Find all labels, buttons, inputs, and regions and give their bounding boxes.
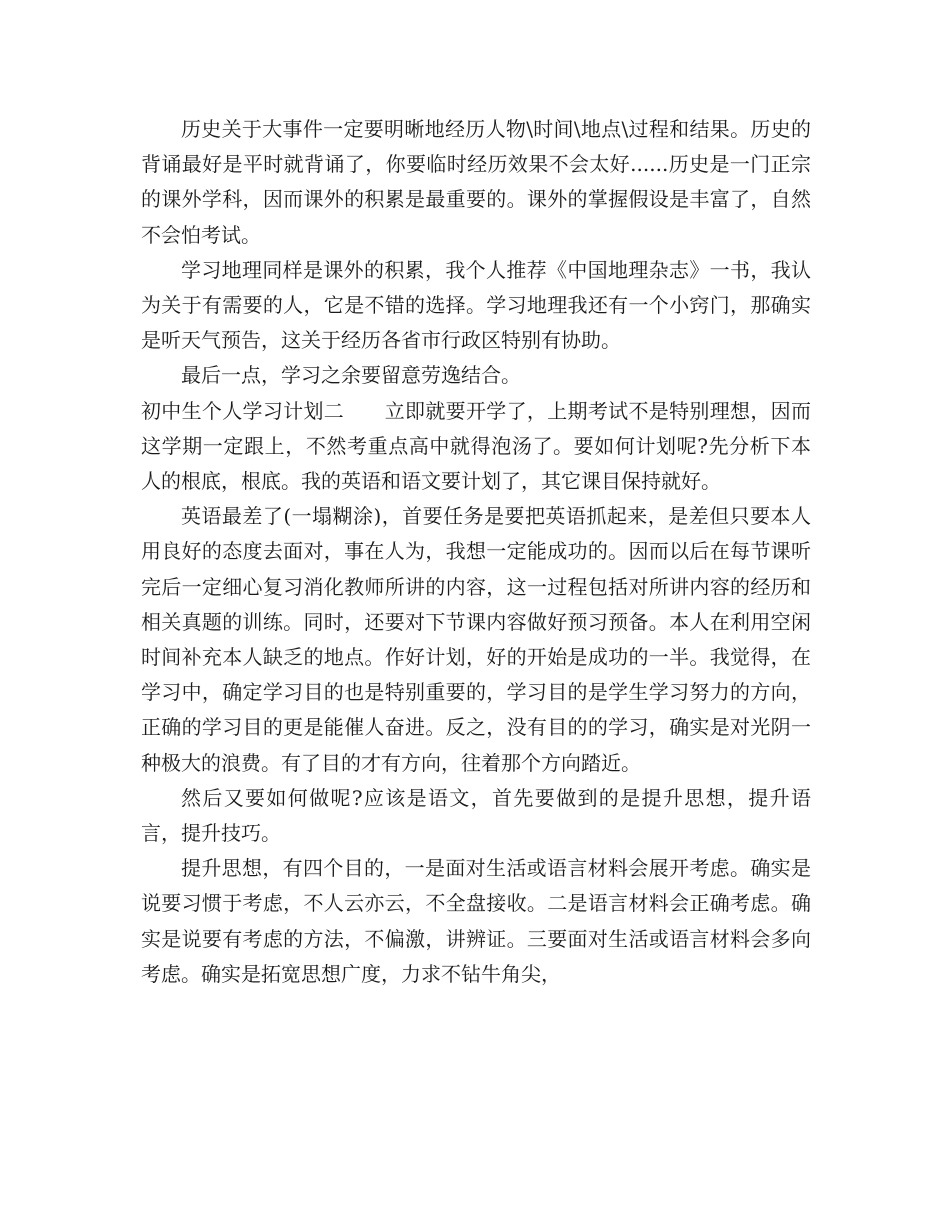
paragraph-chinese: 然后又要如何做呢?应该是语文，首先要做到的是提升思想，提升语言，提升技巧。: [141, 785, 811, 846]
section-title: 初中生个人学习计划二: [141, 398, 345, 423]
paragraph-history: 历史关于大事件一定要明晰地经历人物\时间\地点\过程和结果。历史的背诵最好是平时就背诵了，你要临时经历效果不会太好......历史是一门正宗的课外学科，因而课外的积累是最重要的。课外的掌握假设是丰富了，自然不会怕考试。: [141, 117, 811, 247]
paragraph-geography: 学习地理同样是课外的积累，我个人推荐《中国地理杂志》一书，我认为关于有需要的人，它是不错的选择。学习地理我还有一个小窍门，那确实是听天气预告，这关于经历各省市行政区特别有协助。: [141, 257, 811, 353]
section-first-paragraph: 立即就要开学了，上期考试不是特别理想，因而这学期一定跟上，不然考重点高中就得泡汤了。要如何计划呢?先分析下本人的根底，根底。我的英语和语文要计划了，其它课目保持就好。: [141, 398, 811, 494]
document-body: [141, 112, 811, 992]
paragraph-english: 英语最差了(一塌糊涂)，首要任务是要把英语抓起来，是差但只要本人用良好的态度去面对，事在人为，我想一定能成功的。因而以后在每节课听完后一定细心复习消化教师所讲的内容，这一过程包括对所讲内容的经历和相关真题的训练。同时，还要对下节课内容做好预习预备。本人在利用空闲时间补充本人缺乏的地点。作好计划，好的开始是成功的一半。我觉得，在学习中，确定学习目的也是特别重要的，学习目的是学生学习努力的方向，正确的学习目的更是能催人奋进。反之，没有目的的学习，确实是对光阴一种极大的浪费。有了目的才有方向，往着那个方向踏近。: [141, 504, 811, 775]
paragraph-rest-balance: 最后一点，学习之余要留意劳逸结合。: [181, 363, 521, 388]
section-title-gap: [344, 399, 385, 423]
section-plan-two: [141, 394, 811, 500]
paragraph-thinking: 提升思想，有四个目的，一是面对生活或语言材料会展开考虑。确实是说要习惯于考虑，不人云亦云，不全盘接收。二是语言材料会正确考虑。确实是说要有考虑的方法，不偏激，讲辨证。三要面对生活或语言材料会多向考虑。确实是拓宽思想广度，力求不钻牛角尖，: [141, 856, 811, 986]
